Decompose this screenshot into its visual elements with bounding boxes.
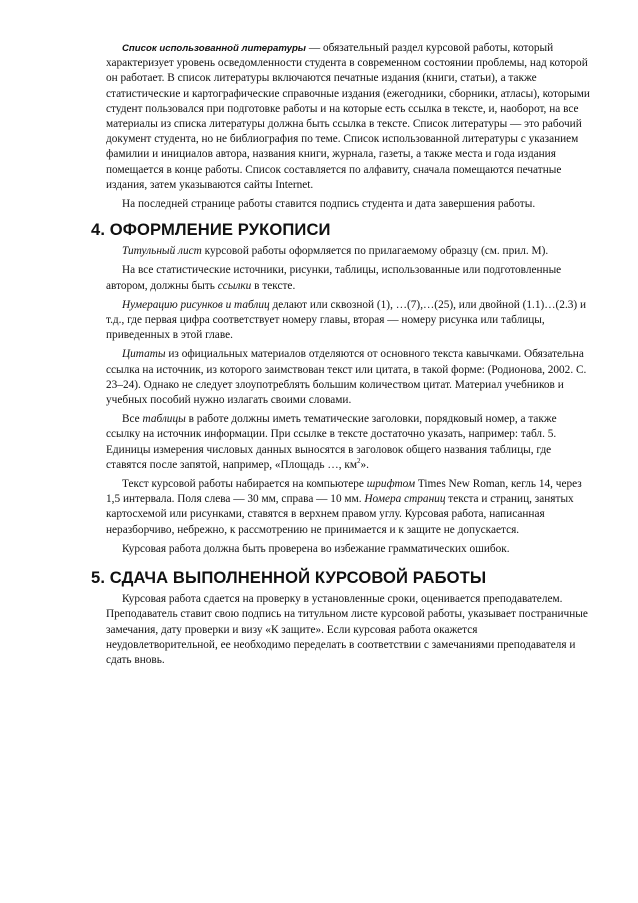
- section-4-paragraph-tables: [106, 412, 590, 473]
- quotes-text: из официальных материалов отделяются от основного текста кавычками. Обязательна ссылка на источник, из которого заимствован текст или цитата, в такой форме: (Родионова, 2002. С. 23–24). Однако не следует злоупотреблять большим количеством цитат. Материал учебников и учебных пособий нужно излагать своими словами.: [106, 348, 587, 407]
- numbering-term: Нумерацию рисунков и таблиц: [122, 298, 270, 311]
- section-4-paragraph-title-page: [106, 244, 590, 259]
- references-term: ссылки: [217, 279, 252, 292]
- references-text-b: в тексте.: [251, 279, 296, 292]
- tables-text-a: Все: [122, 413, 143, 426]
- font-term: шрифтом: [366, 478, 416, 491]
- tables-superscript: 2: [356, 457, 361, 466]
- bibliography-lead-term: Список использованной литературы: [122, 43, 307, 54]
- intro-paragraph-signature: На последней странице работы ставится подпись студента и дата завершения работы.: [122, 198, 536, 211]
- section-4-paragraph-typing: [106, 477, 590, 538]
- typing-text-a: Текст курсовой работы набирается на компьютере: [122, 478, 367, 491]
- section-4-paragraph-grammar: Курсовая работа должна быть проверена во избежание грамматических ошибок.: [122, 542, 510, 555]
- section-5-heading: 5. СДАЧА ВЫПОЛНЕННОЙ КУРСОВОЙ РАБОТЫ: [91, 568, 487, 588]
- references-text-a: На все статистические источники, рисунки, таблицы, использованные или подготовленные автором, должны быть: [106, 264, 562, 292]
- section-4-heading: 4. ОФОРМЛЕНИЕ РУКОПИСИ: [91, 220, 331, 240]
- section-4-paragraph-references: [106, 263, 590, 293]
- page-content: [91, 41, 590, 672]
- tables-term: таблицы: [142, 413, 186, 426]
- intro-paragraph-bibliography: [106, 41, 590, 193]
- typing-text-b: Times New Roman, кегль 14, через 1,5 интервала. Поля слева — 30 мм, справа — 10 мм.: [106, 478, 582, 506]
- quotes-term: Цитаты: [122, 348, 166, 361]
- section-5-paragraph-submission: Курсовая работа сдается на проверку в установленные сроки, оценивается преподавателем. Преподаватель ставит свою подпись на титульном листе курсовой работы, указывает постраничные замечания, дату проверки и визу «К защите». Если курсовая работа окажется неудовлетворительной, ее необходимо переделать в соответствии с замечаниями преподавателя и сдать вновь.: [106, 593, 588, 666]
- numbering-text: делают или сквозной (1), …(7),…(25), или двойной (1.1)…(2.3) и т.д., где первая цифра соответствует номеру главы, вторая — номеру рисунка или таблицы, приведенных в этой главе.: [106, 298, 587, 342]
- tables-text-c: ».: [360, 458, 369, 471]
- typing-text-c: текста и страниц, занятых картосхемой или рисунками, ставятся в верхнем правом углу. Курсовая работа, написанная неразборчиво, небрежно, к рассмотрению не принимается и к защите не допускается.: [106, 493, 574, 536]
- title-page-term: Титульный лист: [122, 245, 202, 258]
- section-4-paragraph-quotes: [106, 347, 590, 408]
- title-page-text: курсовой работы оформляется по прилагаемому образцу (см. прил. М).: [201, 245, 549, 258]
- bibliography-text: — обязательный раздел курсовой работы, который характеризует уровень осведомленности студента в современном состоянии проблемы, над которой он работает. В список литературы включаются печатные издания (книги, статьи), а также статистические и картографические справочные издания (ежегодники, сборники, атласы), которыми студент пользовался при подготовке работы и на которые есть ссылка в тексте, и, наоборот, на все материалы из списка литературы должна быть ссылка в тексте. Список литературы — это рабочий документ студента, но не библиография по теме. Список использованной литературы с указанием фамилии и инициалов автора, названия книги, журнала, газеты, а также места и года издания помещается в конце работы. Список составляется по алфавиту, сначала помещаются печатные издания, затем указываются сайты Internet.: [106, 42, 590, 191]
- page-numbers-term: Номера страниц: [364, 493, 446, 506]
- section-4-paragraph-numbering: [106, 298, 590, 344]
- tables-text-b: в работе должны иметь тематические заголовки, порядковый номер, а также ссылку на источник информации. При ссылке в тексте достаточно указать, например: табл. 5. Единицы измерения числовых данных выносятся в заголовок общего названия таблицы, где ставятся после запятой, например, «Площадь …, км: [106, 413, 557, 471]
